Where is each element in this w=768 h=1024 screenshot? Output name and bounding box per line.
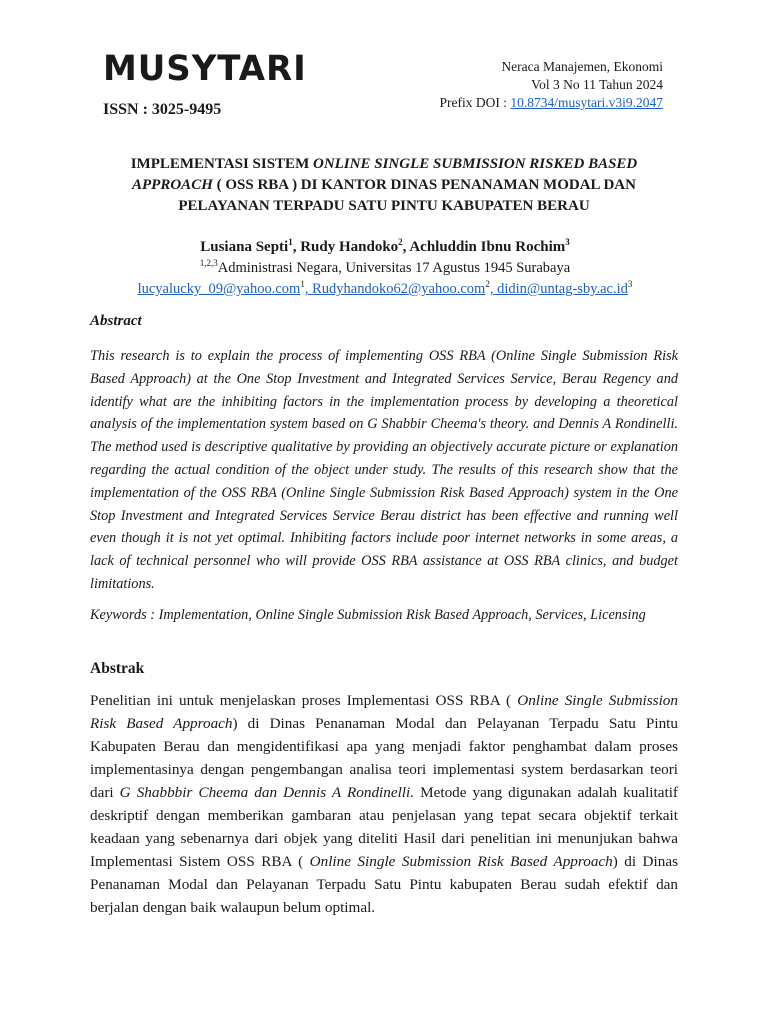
journal-volume: Vol 3 No 11 Tahun 2024 [531,77,663,92]
affiliation-sup: 1,2,3 [199,258,218,269]
author-1-sup: 1 [288,237,293,247]
email-2-sup: 2 [485,279,490,290]
abstrak-text-5: Metode yang digunakan adalah kualitatif deskriptif dengan memberikan gambaran atau penjelasan yang tepat secara objektif terkait keadaan yang sebenarnya dari objek yang diteliti Hasil dari penelitian ini menunjukan bahwa Implementasi Sistem OSS RBA ( [90,784,678,870]
title-part3: ( OSS RBA ) DI KANTOR DINAS PENANAMAN MODAL DAN PELAYANAN TERPADU SATU PINTU KABUPATEN BERAU [178,177,636,214]
abstrak-heading: Abstrak [90,660,145,677]
abstrak-text-3: ) di Dinas Penanaman Modal dan Pelayanan Terpadu Satu Pintu Kabupaten Berau dan mengidentifikasi apa yang menjadi faktor penghambat dalam proses implementasinya dengan pengembangan analisa teori implementasi system berdasarkan teori dari [90,715,678,801]
journal-logo: MUSYTARI [103,49,307,89]
keywords: Keywords : Implementation, Online Single Submission Risk Based Approach, Services, Licensing [90,607,646,623]
journal-info [440,58,664,112]
email-3-sup: 3 [627,279,633,290]
doi-line [440,94,664,112]
abstrak-body [90,689,678,919]
email-3[interactable]: , didin@untag-sby.ac.id [489,281,628,297]
paper-title [100,154,668,217]
abstrak-text-2: Online Single Submission Risk Based Approach [90,692,678,732]
author-1: Lusiana Septi [200,239,289,255]
title-part1: IMPLEMENTASI SISTEM [130,156,313,172]
abstract-body: This research is to explain the process of implementing OSS RBA (Online Single Submission Risk Based Approach) at the One Stop Investment and Integrated Services Service, Berau Regency and identify what are the inhibiting factors in the implementation process by developing a theoretical analysis of the implementation system based on G Shabbir Cheema's theory. and Dennis A Rondinelli. The method used is descriptive qualitative by providing an objectively accurate picture or explanation regarding the actual condition of the object under study. The results of this research show that the implementation of the OSS RBA (Online Single Submission Risk Based Approach) system in the One Stop Investment and Integrated Services Service Berau district has been effective and running well even though it is not yet optimal. Inhibiting factors include poor internet networks in some areas, a lack of technical personnel who will provide OSS RBA assistance at OSS RBA clinics, and budget limitations. [90,348,678,592]
abstrak-text-6: Online Single Submission Risk Based Approach [309,853,613,870]
affiliation [90,260,680,277]
abstract-heading: Abstract [90,313,142,329]
author-3-sup: 3 [565,237,570,247]
author-emails[interactable] [90,281,680,298]
issn: ISSN : 3025-9495 [103,101,222,118]
abstrak-text-4: G Shabbbir Cheema dan Dennis A Rondinelli. [119,784,415,801]
abstrak-text-1: Penelitian ini untuk menjelaskan proses Implementasi OSS RBA ( [90,692,518,709]
title-part2: ONLINE SINGLE SUBMISSION RISKED BASED APPROACH [132,156,638,193]
doi-label: Prefix DOI : [439,95,511,110]
affiliation-text: Administrasi Negara, Universitas 17 Agustus 1945 Surabaya [217,260,571,276]
doi-link[interactable]: 10.8734/musytari.v3i9.2047 [510,95,663,110]
email-1-sup: 1 [300,279,305,290]
abstrak-text-7: ) di Dinas Penanaman Modal dan Pelayanan Terpadu Satu Pintu kabupaten Berau sudah efektif dan berjalan dengan baik walaupun belum optimal. [90,853,678,916]
author-3: , Achluddin Ibnu Rochim [402,239,566,255]
email-2[interactable]: , Rudyhandoko62@yahoo.com [304,281,486,297]
author-list [90,239,680,256]
author-2: , Rudy Handoko [292,239,399,255]
journal-name: Neraca Manajemen, Ekonomi [501,59,663,74]
email-1[interactable]: lucyalucky_09@yahoo.com [137,281,301,297]
author-2-sup: 2 [398,237,403,247]
